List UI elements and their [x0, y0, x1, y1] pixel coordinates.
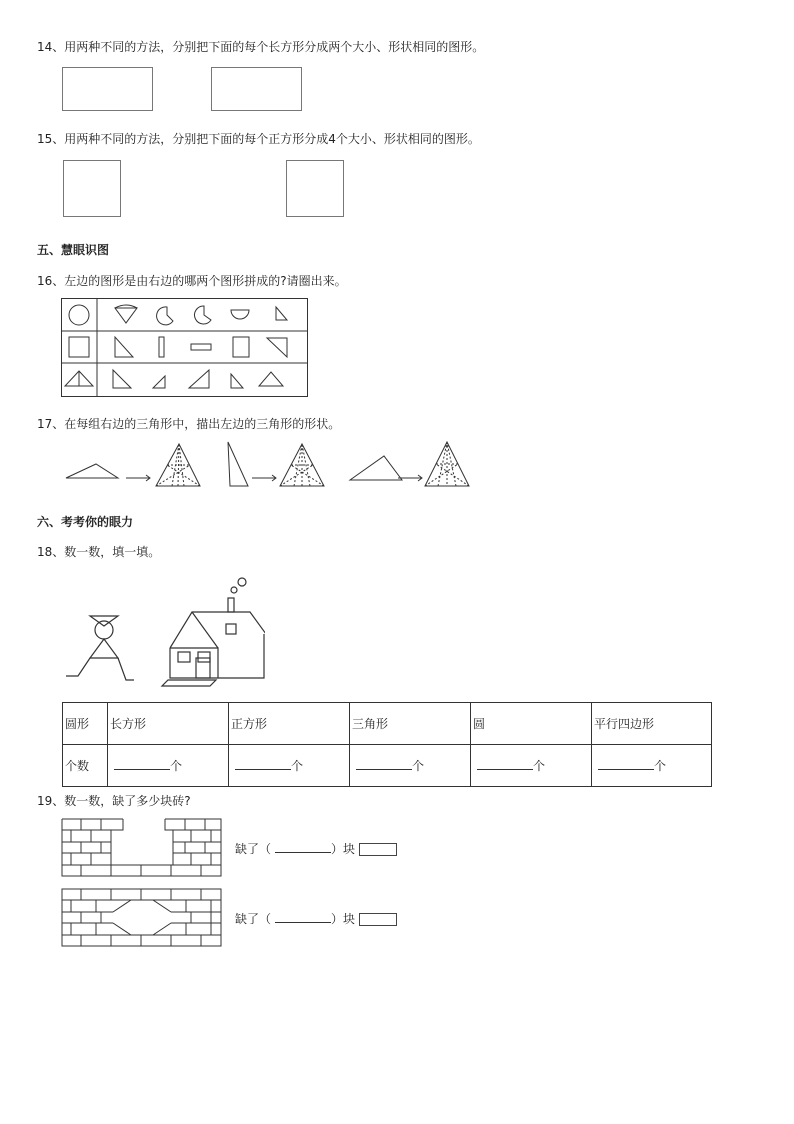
answer-blank[interactable]: [275, 842, 331, 853]
q14-text: 14、用两种不同的方法，分别把下面的每个长方形分成两个大小、形状相同的图形。: [37, 40, 485, 54]
q17-triangles[interactable]: [62, 440, 472, 490]
section5-title: 五、慧眼识图: [37, 243, 110, 257]
header-square: 正方形: [229, 703, 350, 745]
header-circle: 圆: [471, 703, 592, 745]
answer-cell-circle[interactable]: [471, 745, 592, 787]
answer-suffix: ）块: [331, 842, 356, 856]
answer-cell-rectangle[interactable]: [108, 745, 229, 787]
answer-box[interactable]: [359, 913, 397, 926]
q19-answer-2: [235, 910, 397, 927]
q16-text: 16、左边的图形是由右边的哪两个图形拼成的?请圈出来。: [37, 274, 347, 288]
q15-text: 15、用两种不同的方法，分别把下面的每个正方形分成4个大小、形状相同的图形。: [37, 132, 480, 146]
unit-label: 个: [533, 759, 546, 773]
answer-blank[interactable]: [275, 912, 331, 923]
answer-blank[interactable]: [356, 759, 412, 770]
q19-text: 19、数一数，缺了多少块砖?: [37, 794, 191, 808]
circle-icon: [69, 305, 89, 325]
q14-rectangle-2[interactable]: [211, 67, 302, 111]
unit-label: 个: [170, 759, 183, 773]
q19-brick-wall-2: [61, 888, 223, 948]
q16-shape-grid[interactable]: [61, 298, 309, 398]
q15-square-1[interactable]: [63, 160, 121, 217]
answer-cell-square[interactable]: [229, 745, 350, 787]
table-row: [63, 745, 712, 787]
unit-label: 个: [412, 759, 425, 773]
q19-answer-1: [235, 840, 397, 857]
q15-square-2[interactable]: [286, 160, 344, 217]
answer-blank[interactable]: [114, 759, 170, 770]
unit-label: 个: [291, 759, 304, 773]
q19-brick-wall-1: [61, 818, 223, 878]
answer-blank[interactable]: [477, 759, 533, 770]
q18-picture: [60, 568, 265, 690]
header-triangle: 三角形: [350, 703, 471, 745]
section6-title: 六、考考你的眼力: [37, 515, 134, 529]
answer-cell-triangle[interactable]: [350, 745, 471, 787]
row-label: 个数: [63, 745, 108, 787]
answer-prefix: 缺了（: [235, 912, 272, 926]
header-shape: 圆形: [63, 703, 108, 745]
q18-count-table: [62, 702, 712, 787]
answer-prefix: 缺了（: [235, 842, 272, 856]
answer-suffix: ）块: [331, 912, 356, 926]
answer-cell-parallelogram[interactable]: [592, 745, 712, 787]
unit-label: 个: [654, 759, 667, 773]
answer-blank[interactable]: [598, 759, 654, 770]
q14-rectangle-1[interactable]: [62, 67, 153, 111]
header-parallelogram: 平行四边形: [592, 703, 712, 745]
q17-text: 17、在每组右边的三角形中，描出左边的三角形的形状。: [37, 417, 341, 431]
table-header-row: [63, 703, 712, 745]
answer-blank[interactable]: [235, 759, 291, 770]
answer-box[interactable]: [359, 843, 397, 856]
q18-text: 18、数一数，填一填。: [37, 545, 161, 559]
header-rectangle: 长方形: [108, 703, 229, 745]
